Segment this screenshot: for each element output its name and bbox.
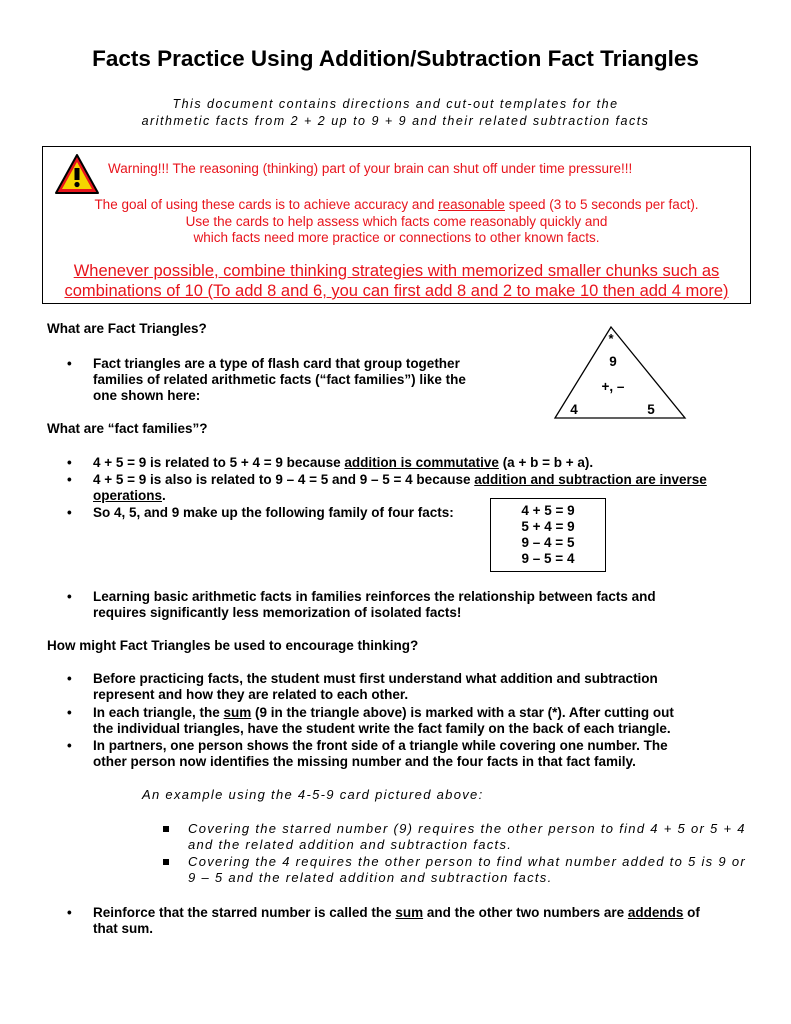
fact-4: 9 – 5 = 4 — [521, 551, 575, 566]
heading-what-are-fact-families: What are “fact families”? — [47, 421, 208, 436]
family-of-four-line: So 4, 5, and 9 make up the following family of four facts: — [93, 505, 454, 520]
fact-1: 4 + 5 = 9 — [521, 503, 575, 518]
intro-line-1: This document contains directions and cut-out templates for the — [172, 97, 619, 111]
warning-line-3: which facts need more practice or connections to other known facts. — [193, 230, 600, 245]
example-1-line-1: Covering the starred number (9) requires the other person to find 4 + 5 or 5 + 4 — [188, 821, 746, 836]
fact-triangle-diagram — [553, 325, 687, 420]
triangle-left-addend: 4 — [570, 402, 578, 417]
heading-how-to-use: How might Fact Triangles be used to encourage thinking? — [47, 638, 419, 653]
combine-line-1: Whenever possible, combine thinking strategies with memorized smaller chunks such as — [73, 262, 720, 280]
triangle-desc-line-1: Fact triangles are a type of flash card that group together — [93, 356, 460, 371]
example-1-line-2: and the related addition and subtraction facts. — [188, 837, 513, 852]
fact-3: 9 – 4 = 5 — [521, 535, 575, 550]
how-line-1a: Before practicing facts, the student must first understand what addition and subtraction — [93, 671, 658, 686]
page-title: Facts Practice Using Addition/Subtraction Fact Triangles — [92, 46, 699, 71]
example-2-line-2: 9 – 5 and the related addition and subtraction facts. — [188, 870, 553, 885]
bullet: • — [67, 905, 72, 920]
fact-2: 5 + 4 = 9 — [521, 519, 575, 534]
example-heading: An example using the 4-5-9 card pictured above: — [142, 787, 484, 802]
bullet: • — [67, 472, 72, 487]
learning-line-2: requires significantly less memorization of isolated facts! — [93, 605, 462, 620]
bullet: • — [67, 356, 72, 371]
how-line-3a: In partners, one person shows the front side of a triangle while covering one number. The — [93, 738, 668, 753]
combine-line-2: combinations of 10 (To add 8 and 6, you can first add 8 and 2 to make 10 then add 4 more) — [64, 282, 729, 300]
bullet: • — [67, 589, 72, 604]
triangle-star: * — [608, 331, 614, 346]
triangle-right-addend: 5 — [647, 402, 655, 417]
warning-triangle-icon — [54, 153, 100, 196]
warning-goal-text — [42, 197, 751, 247]
reinforce-line-1: Reinforce that the starred number is called the sum and the other two numbers are addends of — [93, 905, 700, 920]
bullet: • — [67, 705, 72, 720]
how-line-3b: other person now identifies the missing number and the four facts in that fact family. — [93, 754, 636, 769]
family-inverse-line: 4 + 5 = 9 is also is related to 9 – 4 = 5 and 9 – 5 = 4 because addition and subtraction are inverse — [93, 472, 707, 487]
triangle-desc-line-2: families of related arithmetic facts (“fact families”) like the — [93, 372, 466, 387]
example-2-line-1: Covering the 4 requires the other person to find what number added to 5 is 9 or — [188, 854, 746, 869]
bullet: • — [67, 505, 72, 520]
warning-headline: Warning!!! The reasoning (thinking) part of your brain can shut off under time pressure!!! — [108, 161, 633, 176]
combine-strategy-text — [42, 261, 751, 301]
family-commutative-line: 4 + 5 = 9 is related to 5 + 4 = 9 because addition is commutative (a + b = b + a). — [93, 455, 594, 470]
square-bullet — [163, 859, 169, 865]
family-inverse-line-2: operations. — [93, 488, 166, 503]
how-line-1b: represent and how they are related to each other. — [93, 687, 409, 702]
heading-what-are-fact-triangles: What are Fact Triangles? — [47, 321, 207, 336]
learning-line-1: Learning basic arithmetic facts in families reinforces the relationship between facts and — [93, 589, 656, 604]
triangle-sum: 9 — [609, 354, 617, 369]
how-line-2a: In each triangle, the sum (9 in the triangle above) is marked with a star (*). After cutting out — [93, 705, 674, 720]
bullet: • — [67, 455, 72, 470]
reinforce-line-2: that sum. — [93, 921, 154, 936]
bullet: • — [67, 738, 72, 753]
how-line-2b: the individual triangles, have the student write the fact family on the back of each triangle. — [93, 721, 671, 736]
intro-line-2: arithmetic facts from 2 + 2 up to 9 + 9 and their related subtraction facts — [141, 114, 650, 128]
bullet: • — [67, 671, 72, 686]
warning-goal-line: The goal of using these cards is to achieve accuracy and reasonable speed (3 to 5 seconds per fact). — [94, 197, 699, 212]
triangle-desc-line-3: one shown here: — [93, 388, 201, 403]
square-bullet — [163, 826, 169, 832]
triangle-operations: +, – — [601, 379, 625, 394]
warning-line-2: Use the cards to help assess which facts come reasonably quickly and — [185, 213, 608, 229]
intro-text — [0, 96, 791, 130]
